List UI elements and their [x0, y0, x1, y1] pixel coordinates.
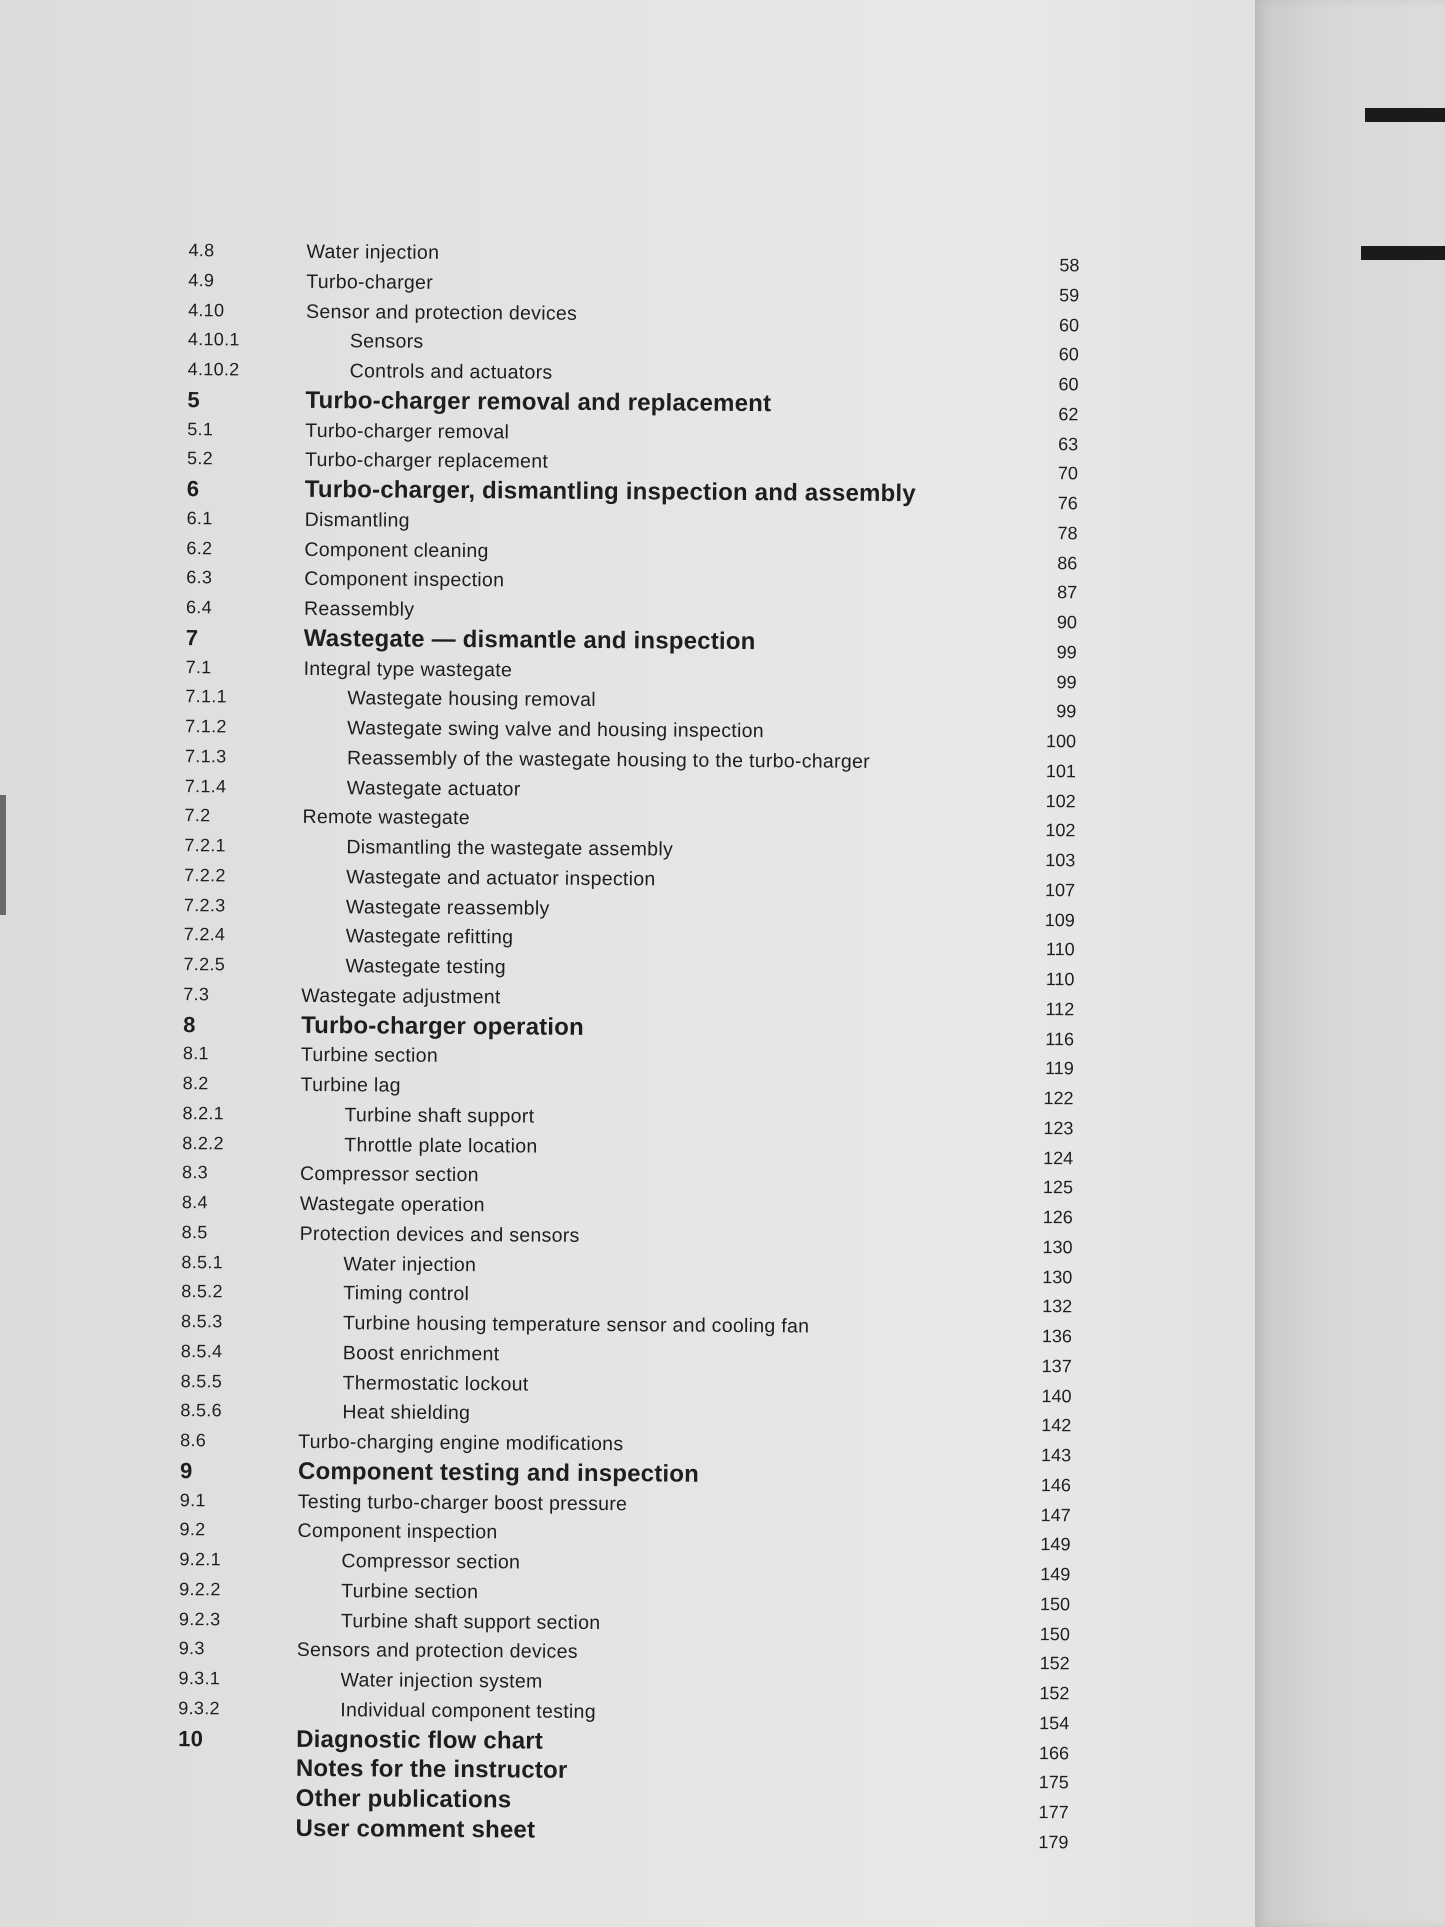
toc-entry-page-number: 100: [1046, 731, 1077, 752]
toc-entry-title: Wastegate adjustment: [301, 984, 501, 1009]
toc-entry-page-number: 78: [1057, 522, 1078, 544]
toc-entry-page-number: 63: [1058, 433, 1079, 454]
toc-entry-title: Sensor and protection devices: [306, 300, 578, 325]
toc-entry-page-number: 90: [1056, 612, 1078, 633]
toc-entry-number: 7.1.1: [185, 686, 228, 707]
toc-entry-page-number: 62: [1058, 403, 1079, 425]
toc-entry-title: Diagnostic flow chart: [296, 1725, 544, 1755]
toc-entry-title: Other publications: [295, 1784, 512, 1814]
toc-entry-page-number: 70: [1057, 463, 1079, 484]
toc-entry-title: Notes for the instructor: [295, 1755, 568, 1785]
toc-entry-title: Boost enrichment: [342, 1341, 500, 1366]
toc-entry-number: 7.1.2: [185, 716, 227, 737]
toc-entry-page-number: 119: [1045, 1058, 1074, 1079]
toc-entry-number: 4.10.1: [187, 329, 240, 350]
toc-entry-number: 8.5.2: [181, 1281, 223, 1302]
toc-entry-title: Remote wastegate: [302, 806, 471, 830]
toc-entry-number: 9: [179, 1457, 193, 1483]
toc-entry-number: 8.5: [181, 1221, 208, 1243]
toc-entry-title: Turbine shaft support section: [340, 1609, 601, 1634]
toc-entry-page-number: 136: [1041, 1326, 1073, 1347]
toc-entry-number: 8: [183, 1011, 196, 1037]
toc-entry-title: Water injection: [343, 1252, 477, 1276]
adjacent-page: [1255, 0, 1445, 1927]
toc-entry-number: 10: [178, 1725, 204, 1751]
toc-entry-number: 8.4: [181, 1192, 208, 1213]
toc-entry-number: 4.9: [188, 269, 215, 291]
toc-entry-title: Turbo-charger: [306, 270, 434, 294]
toc-entry-number: 8.5.4: [180, 1340, 223, 1362]
toc-entry-title: Heat shielding: [342, 1401, 471, 1425]
toc-entry-page-number: 110: [1045, 939, 1075, 960]
toc-entry-number: 6.2: [186, 537, 213, 558]
toc-entry-page-number: 140: [1041, 1385, 1072, 1406]
toc-entry-title: Component cleaning: [304, 538, 489, 562]
toc-entry-title: Water injection: [306, 240, 440, 264]
toc-entry-title: Wastegate operation: [299, 1192, 485, 1217]
toc-entry-title: Component inspection: [297, 1520, 498, 1544]
toc-entry-number: 8.3: [182, 1162, 209, 1183]
toc-entry-page-number: 152: [1039, 1653, 1070, 1674]
toc-entry-number: 9.2: [179, 1519, 206, 1540]
toc-entry-page-number: 60: [1058, 314, 1080, 335]
toc-entry-page-number: 59: [1059, 284, 1080, 306]
toc-entry-number: 5.1: [187, 418, 214, 439]
toc-entry-page-number: 177: [1038, 1802, 1069, 1823]
toc-entry-title: Turbo-charging engine modifications: [298, 1430, 624, 1456]
toc-entry-number: 5: [187, 386, 201, 412]
toc-entry-title: Turbine shaft support: [344, 1103, 535, 1128]
toc-entry-number: 6.1: [186, 507, 213, 529]
toc-entry-number: 8.2.2: [182, 1132, 224, 1153]
toc-entry-number: 7.3: [183, 983, 210, 1005]
toc-entry-number: 7.2.2: [184, 864, 226, 886]
toc-entry-page-number: 60: [1058, 374, 1079, 395]
toc-entry-page-number: 142: [1041, 1415, 1072, 1436]
toc-entry-title: Turbo-charger removal: [305, 419, 510, 443]
toc-entry-number: 9.3: [178, 1638, 205, 1659]
toc-entry-number: 8.5.3: [180, 1311, 223, 1332]
toc-entry-number: 7.1.3: [184, 745, 227, 767]
toc-entry-number: 7.2.5: [183, 954, 226, 975]
toc-entry-title: Wastegate refitting: [345, 925, 514, 949]
toc-entry-number: 7.2.4: [183, 924, 226, 945]
toc-entry-number: 7.2: [184, 805, 211, 826]
toc-entry-title: Turbine section: [341, 1579, 479, 1603]
toc-entry-title: Wastegate — dismantle and inspection: [303, 624, 756, 655]
toc-entry-page-number: 87: [1057, 582, 1078, 603]
toc-entry-title: Turbo-charger removal and replacement: [305, 386, 772, 417]
toc-entry-number: 9.2.1: [179, 1549, 222, 1570]
toc-entry-number: 5.2: [187, 448, 214, 469]
toc-entry-number: 8.2.1: [182, 1102, 225, 1124]
toc-entry-number: 4.8: [188, 240, 215, 261]
toc-entry-page-number: 130: [1042, 1266, 1073, 1287]
toc-entry-title: Integral type wastegate: [303, 657, 513, 681]
toc-entry-page-number: 149: [1040, 1564, 1071, 1585]
toc-entry-page-number: 150: [1039, 1593, 1071, 1615]
toc-entry-number: 7.2.3: [183, 894, 226, 915]
toc-entry-page-number: 112: [1045, 998, 1075, 1020]
toc-entry-title: Turbine section: [300, 1044, 439, 1068]
toc-entry-title: Compressor section: [341, 1550, 521, 1574]
toc-entry-title: Throttle plate location: [344, 1133, 538, 1158]
toc-entry-page-number: 143: [1041, 1445, 1072, 1466]
toc-entry-title: Sensors and protection devices: [296, 1639, 578, 1664]
toc-entry-page-number: 126: [1042, 1207, 1073, 1228]
toc-entry-number: 9.2.3: [178, 1608, 221, 1629]
toc-entry-number: 9.1: [179, 1489, 206, 1510]
toc-entry-page-number: 110: [1045, 969, 1075, 990]
toc-entry-title: Wastegate and actuator inspection: [346, 865, 656, 891]
toc-entry-number: 7.2.1: [184, 835, 226, 856]
toc-entry-title: Turbine housing temperature sensor and cooling fan: [342, 1312, 810, 1338]
toc-entry-page-number: 132: [1042, 1296, 1073, 1317]
toc-entry-title: Dismantling the wastegate assembly: [346, 836, 674, 861]
toc-entry-page-number: 102: [1045, 820, 1076, 841]
toc-entry-page-number: 103: [1045, 850, 1076, 871]
toc-entry-page-number: 76: [1057, 493, 1078, 514]
toc-entry-page-number: 152: [1039, 1683, 1070, 1704]
toc-entry-page-number: 125: [1042, 1177, 1074, 1198]
toc-entry-number: 8.6: [180, 1430, 207, 1451]
toc-entry-number: 8.5.6: [180, 1400, 223, 1421]
toc-entry-page-number: 149: [1040, 1534, 1071, 1555]
toc-entry-page-number: 60: [1058, 344, 1079, 365]
toc-entry-title: Protection devices and sensors: [299, 1222, 580, 1247]
toc-entry-title: Wastegate swing valve and housing inspection: [347, 717, 765, 743]
toc-entry-page-number: 99: [1056, 701, 1077, 722]
toc-entry-number: 7: [185, 624, 199, 650]
toc-entry-number: 8.1: [182, 1043, 209, 1064]
toc-entry-page-number: 122: [1043, 1088, 1074, 1109]
toc-entry-page-number: 109: [1044, 909, 1075, 930]
toc-entry-page-number: 175: [1038, 1772, 1069, 1793]
toc-entry-number: 6.3: [186, 567, 213, 588]
toc-entry-title: Reassembly: [303, 597, 415, 621]
toc-entry-title: Wastegate reassembly: [345, 895, 550, 920]
toc-entry-page-number: 99: [1056, 671, 1077, 692]
toc-entry-title: Component testing and inspection: [297, 1457, 700, 1488]
toc-entry-title: Testing turbo-charger boost pressure: [297, 1490, 628, 1515]
toc-entry-page-number: 154: [1039, 1712, 1070, 1734]
toc-entry-number: 8.5.1: [181, 1251, 224, 1272]
index-tab-mark: [1361, 246, 1445, 260]
toc-entry-title: Turbine lag: [300, 1073, 401, 1097]
toc-entry-title: Reassembly of the wastegate housing to the turbo-charger: [346, 746, 871, 773]
toc-entry-title: Water injection system: [340, 1669, 543, 1693]
toc-entry-page-number: 150: [1039, 1623, 1070, 1644]
toc-entry-number: 4.10: [188, 299, 225, 320]
toc-entry-number: 9.3.1: [178, 1668, 221, 1689]
toc-entry-title: Wastegate actuator: [346, 776, 521, 800]
toc-entry-title: Turbo-charger operation: [301, 1011, 585, 1041]
toc-entry-page-number: 116: [1045, 1028, 1075, 1049]
toc-entry-page-number: 179: [1038, 1831, 1069, 1853]
toc-entry-page-number: 86: [1057, 552, 1078, 573]
toc-entry-title: Compressor section: [300, 1163, 479, 1187]
toc-entry-number: 9.2.2: [179, 1578, 221, 1600]
toc-entry-title: Individual component testing: [340, 1698, 596, 1723]
toc-entry-page-number: 123: [1043, 1117, 1074, 1139]
toc-entry-page-number: 130: [1042, 1236, 1073, 1258]
toc-entry-title: Turbo-charger replacement: [304, 449, 549, 473]
toc-entry-page-number: 124: [1043, 1147, 1074, 1168]
toc-entry-page-number: 147: [1040, 1504, 1071, 1525]
toc-entry-title: Wastegate testing: [345, 955, 507, 979]
toc-entry-number: 9.3.2: [178, 1697, 220, 1719]
toc-entry-number: 7.1: [185, 656, 212, 677]
toc-entry-title: Wastegate housing removal: [347, 687, 596, 712]
toc-entry-title: Sensors: [349, 330, 424, 354]
toc-entry-title: Component inspection: [304, 568, 505, 592]
index-tab-mark: [1365, 108, 1445, 122]
toc-entry-title: Dismantling: [304, 508, 410, 532]
toc-entry-page-number: 99: [1056, 641, 1077, 663]
toc-entry-page-number: 58: [1059, 255, 1080, 276]
toc-entry-title: Controls and actuators: [349, 360, 553, 384]
toc-entry-title: Thermostatic lockout: [342, 1371, 529, 1396]
toc-entry-page-number: 107: [1044, 879, 1076, 901]
toc-entry-title: Turbo-charger, dismantling inspection and assembly: [304, 475, 916, 508]
toc-entry-number: 6.4: [185, 597, 213, 618]
toc-entry-number: 8.5.5: [180, 1370, 223, 1391]
toc-entry-page-number: 102: [1045, 790, 1076, 811]
toc-entry-number: 6: [186, 476, 200, 502]
toc-entry-page-number: 101: [1045, 760, 1076, 782]
toc-entry-number: 7.1.4: [184, 775, 227, 796]
toc-entry-page-number: 137: [1041, 1355, 1072, 1377]
toc-entry-number: 8.2: [182, 1073, 209, 1094]
toc-entry-title: User comment sheet: [295, 1814, 536, 1844]
toc-entry-page-number: 166: [1038, 1742, 1070, 1763]
toc-entry-title: Timing control: [343, 1282, 470, 1306]
toc-entry-number: 4.10.2: [187, 359, 240, 380]
toc-entry-page-number: 146: [1040, 1474, 1071, 1496]
